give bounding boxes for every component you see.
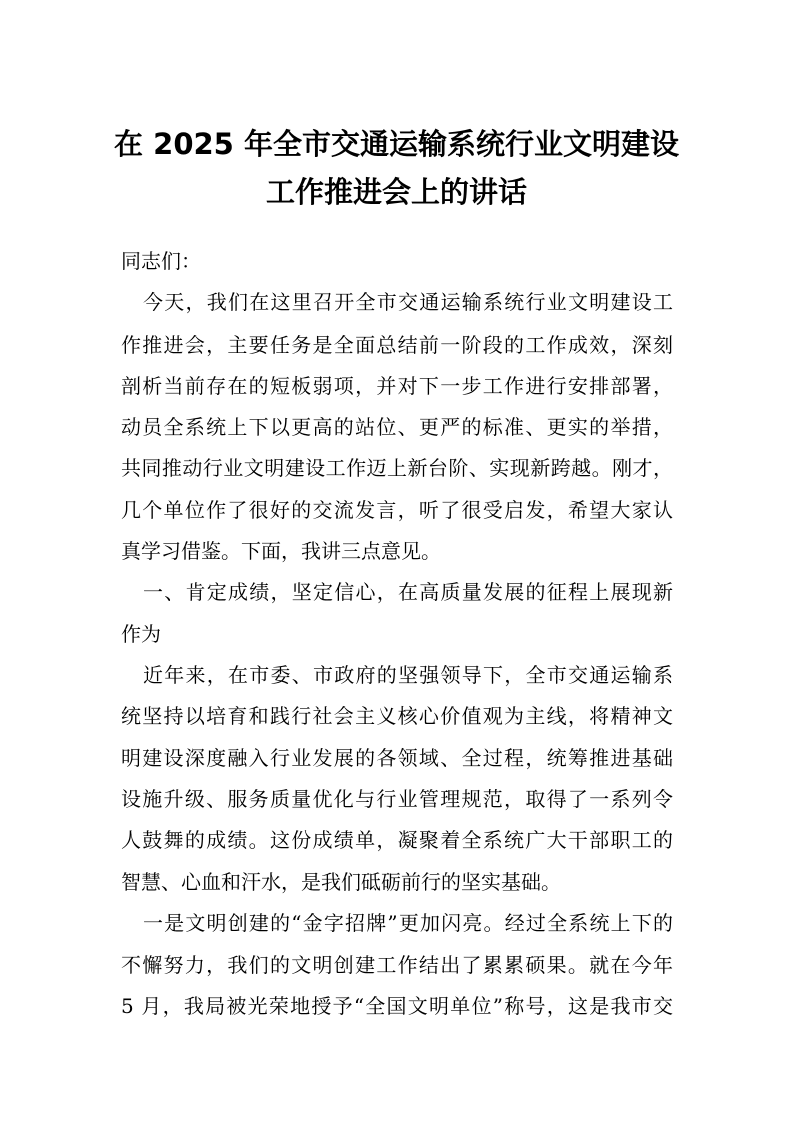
paragraph-line: 动员全系统上下以更高的站位、更严的标准、更实的举措， xyxy=(121,415,673,439)
document-title-line-1: 在 2025 年全市交通运输系统行业文明建设 xyxy=(114,127,679,161)
paragraph-line: 今天，我们在这里召开全市交通运输系统行业文明建设工 xyxy=(143,290,673,314)
salutation: 同志们： xyxy=(121,249,201,273)
paragraph-line: 人鼓舞的成绩。这份成绩单，凝聚着全系统广大干部职工的 xyxy=(121,828,673,852)
paragraph-line: 几个单位作了很好的交流发言，听了很受启发，希望大家认 xyxy=(121,498,673,522)
paragraph-line: 近年来，在市委、市政府的坚强领导下，全市交通运输系 xyxy=(143,663,673,687)
paragraph-line: 智慧、心血和汗水，是我们砥砺前行的坚实基础。 xyxy=(121,870,561,894)
paragraph-line: 真学习借鉴。下面，我讲三点意见。 xyxy=(121,539,441,563)
paragraph-line: 不懈努力，我们的文明创建工作结出了累累硕果。就在今年 xyxy=(121,953,673,977)
paragraph-line: 5 月，我局被光荣地授予“全国文明单位”称号，这是我市交 xyxy=(121,994,673,1018)
section-heading-line: 作为 xyxy=(121,622,161,646)
paragraph-line: 剖析当前存在的短板弱项，并对下一步工作进行安排部署， xyxy=(121,374,673,398)
paragraph-line: 统坚持以培育和践行社会主义核心价值观为主线，将精神文 xyxy=(121,704,673,728)
paragraph-line: 共同推动行业文明建设工作迈上新台阶、实现新跨越。刚才， xyxy=(121,456,673,480)
paragraph-line: 一是文明创建的“金字招牌”更加闪亮。经过全系统上下的 xyxy=(143,911,673,935)
document-title-line-2: 工作推进会上的讲话 xyxy=(265,175,527,209)
paragraph-line: 作推进会，主要任务是全面总结前一阶段的工作成效，深刻 xyxy=(121,333,673,357)
section-heading-line: 一、肯定成绩，坚定信心，在高质量发展的征程上展现新 xyxy=(143,580,673,604)
paragraph-line: 设施升级、服务质量优化与行业管理规范，取得了一系列令 xyxy=(121,787,673,811)
paragraph-line: 明建设深度融入行业发展的各领域、全过程，统筹推进基础 xyxy=(121,746,673,770)
